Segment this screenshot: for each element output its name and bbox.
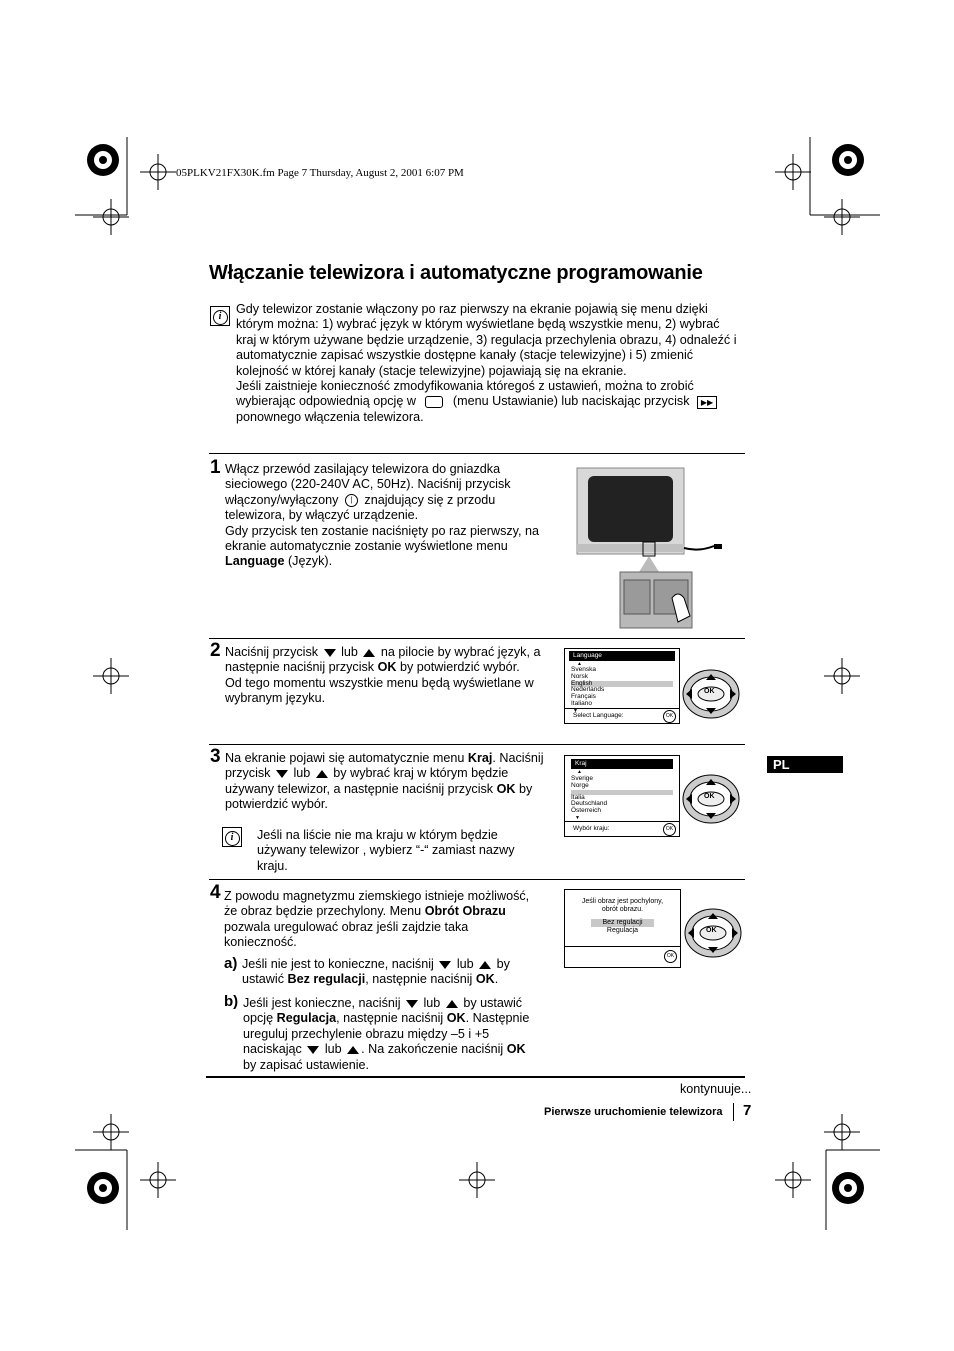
- intro-text: Gdy telewizor zostanie włączony po raz pierwszy na ekranie pojawią się menu dzięki którym można: 1) wybrać język w którym wyświetlane będą wszystkie menu, 2) wybrać kraj w którym używane będzie urządzenie, 3) regulacja przechylenia obrazu, 4) odnaleźć i automatycznie zapisać wszystkie dostępne kanały (stacje telewizyjne) i 5) zmienić kolejność w której kanały (stacje telewizyjne) pojawiają się na ekranie. Jeśli zaistnieje konieczność zmodyfikowania któregoś z ustawień, można to zrobić wybierając odpowiednią opcję w (menu Ustawianie) lub naciskając przycisk ▶▶ ponownego włączenia telewizora.: [236, 302, 737, 424]
- step1-text: Włącz przewód zasilający telewizora do gniazdka sieciowego (220-240V AC, 50Hz). Naciśnij przycisk włączony/wyłączony | znajdujący się z przodu telewizora, by włączyć urządzenie. Gdy przycisk ten zostanie naciśnięty po raz pierwszy, na ekranie automatycznie zostanie wyświetlone menu Language (Język).: [225, 462, 540, 569]
- menu-item[interactable]: Svenska: [571, 666, 596, 673]
- step2-text: Naciśnij przycisk lub na pilocie by wybrać język, a następnie naciśnij przycisk OK by potwierdzić wybór. Od tego momentu wszystkie menu będą wyświetlane w wybranym języku.: [225, 645, 541, 706]
- ok-icon: OK: [664, 950, 677, 963]
- step-divider: [209, 879, 745, 880]
- substep-label: b): [224, 993, 239, 1010]
- info-icon: i: [222, 827, 242, 847]
- substep-label: a): [224, 955, 238, 972]
- menu-item[interactable]: Norsk: [571, 672, 588, 680]
- menu-item[interactable]: Deutschland: [571, 800, 608, 808]
- step-divider: [209, 453, 745, 454]
- step4-text: Z powodu magnetyzmu ziemskiego istnieje możliwość, że obraz będzie przechylony. Menu Obrót Obrazu pozwala uregulować obraz jeśli zajdzie taka konieczność.: [224, 889, 530, 950]
- page-number: 7: [743, 1102, 752, 1119]
- menu-footer-label: Select Language:: [573, 712, 624, 719]
- up-arrow-icon: [446, 1000, 458, 1008]
- ok-button-label: OK: [704, 688, 715, 695]
- menu-text: Jeśli obraz jest pochylony,: [581, 898, 664, 905]
- footer-section: Pierwsze uruchomienie telewizora: [544, 1106, 723, 1118]
- ok-icon: OK: [663, 823, 676, 836]
- step-number: 1: [210, 457, 221, 478]
- menu-title: Language: [569, 651, 675, 661]
- step3-note: Jeśli na liście nie ma kraju w którym będzie używany telewizor , wybierz “-“ zamiast nazwy kraju.: [257, 828, 515, 873]
- continues-label: kontynuuje...: [680, 1082, 752, 1096]
- up-arrow-icon: [316, 770, 328, 778]
- remote-dpad: [681, 668, 741, 720]
- menu-footer-label: Wybór kraju:: [573, 825, 610, 832]
- tilt-menu: [564, 889, 681, 968]
- menu-item[interactable]: Norge: [571, 781, 589, 789]
- menu-item[interactable]: Österreich: [571, 807, 601, 815]
- step-number: 3: [210, 746, 221, 767]
- language-tab: PL: [767, 756, 843, 773]
- remote-dpad: [681, 773, 741, 825]
- section-end-rule: [206, 1076, 745, 1078]
- step-number: 4: [210, 882, 221, 903]
- toolbox-icon: [425, 396, 443, 408]
- menu-item[interactable]: Sverige: [571, 775, 594, 782]
- up-arrow-icon: [479, 961, 491, 969]
- ok-button-label: OK: [706, 927, 717, 934]
- page-title: Włączanie telewizora i automatyczne programowanie: [209, 262, 703, 284]
- menu-item-selected[interactable]: Bez regulacji: [591, 919, 654, 927]
- ok-icon: OK: [663, 710, 676, 723]
- down-arrow-icon: [276, 770, 288, 778]
- down-arrow-icon: [439, 961, 451, 969]
- up-arrow-icon: [347, 1046, 359, 1054]
- step-divider: [209, 744, 745, 745]
- menu-title: Kraj: [571, 759, 673, 769]
- ok-button-label: OK: [704, 793, 715, 800]
- power-icon: |: [345, 494, 358, 507]
- down-arrow-icon: [307, 1046, 319, 1054]
- step4b-text: Jeśli jest konieczne, naciśnij lub by ustawić opcję Regulacja, następnie naciśnij OK. Następnie ureguluj przechylenie obrazu między –5 i +5 naciskając lub . Na zakończenie naciśnij OK by zapisać ustawienie.: [243, 996, 530, 1072]
- tv-illustration: [574, 466, 730, 630]
- down-arrow-icon: [324, 649, 336, 657]
- step-number: 2: [210, 640, 221, 661]
- menu-item-selected[interactable]: English: [571, 681, 673, 688]
- menu-item[interactable]: Nederlands: [571, 686, 605, 694]
- menu-item[interactable]: Italia: [571, 793, 585, 801]
- step4a-text: Jeśli nie jest to konieczne, naciśnij lub by ustawić Bez regulacji, następnie naciśnij OK.: [242, 957, 510, 987]
- language-menu: Language ▲ Svenska Norsk English Nederlands Français Italiano ▼ Select Language: OK: [564, 648, 680, 724]
- footer-divider: [733, 1103, 734, 1121]
- step3-text: Na ekranie pojawi się automatycznie menu Kraj. Naciśnij przycisk lub by wybrać kraj w którym będzie używany telewizor, a następnie naciśnij przycisk OK by potwierdzić wybór.: [225, 751, 544, 812]
- up-arrow-icon: [363, 649, 375, 657]
- file-header: 05PLKV21FX30K.fm Page 7 Thursday, August 2, 2001 6:07 PM: [176, 167, 464, 179]
- step-divider: [209, 638, 745, 639]
- country-menu: Kraj ▲ Sverige Norge Italia Deutschland Österreich ▼ Wybór kraju: OK: [564, 755, 680, 837]
- menu-item[interactable]: Français: [571, 693, 596, 701]
- fast-forward-icon: ▶▶: [697, 396, 717, 409]
- menu-text: obrót obrazu.: [601, 906, 644, 913]
- menu-item[interactable]: Regulacja: [606, 927, 639, 934]
- info-icon: i: [210, 306, 230, 326]
- down-arrow-icon: [406, 1000, 418, 1008]
- remote-dpad: [683, 907, 743, 959]
- menu-item[interactable]: Italiano: [571, 699, 592, 707]
